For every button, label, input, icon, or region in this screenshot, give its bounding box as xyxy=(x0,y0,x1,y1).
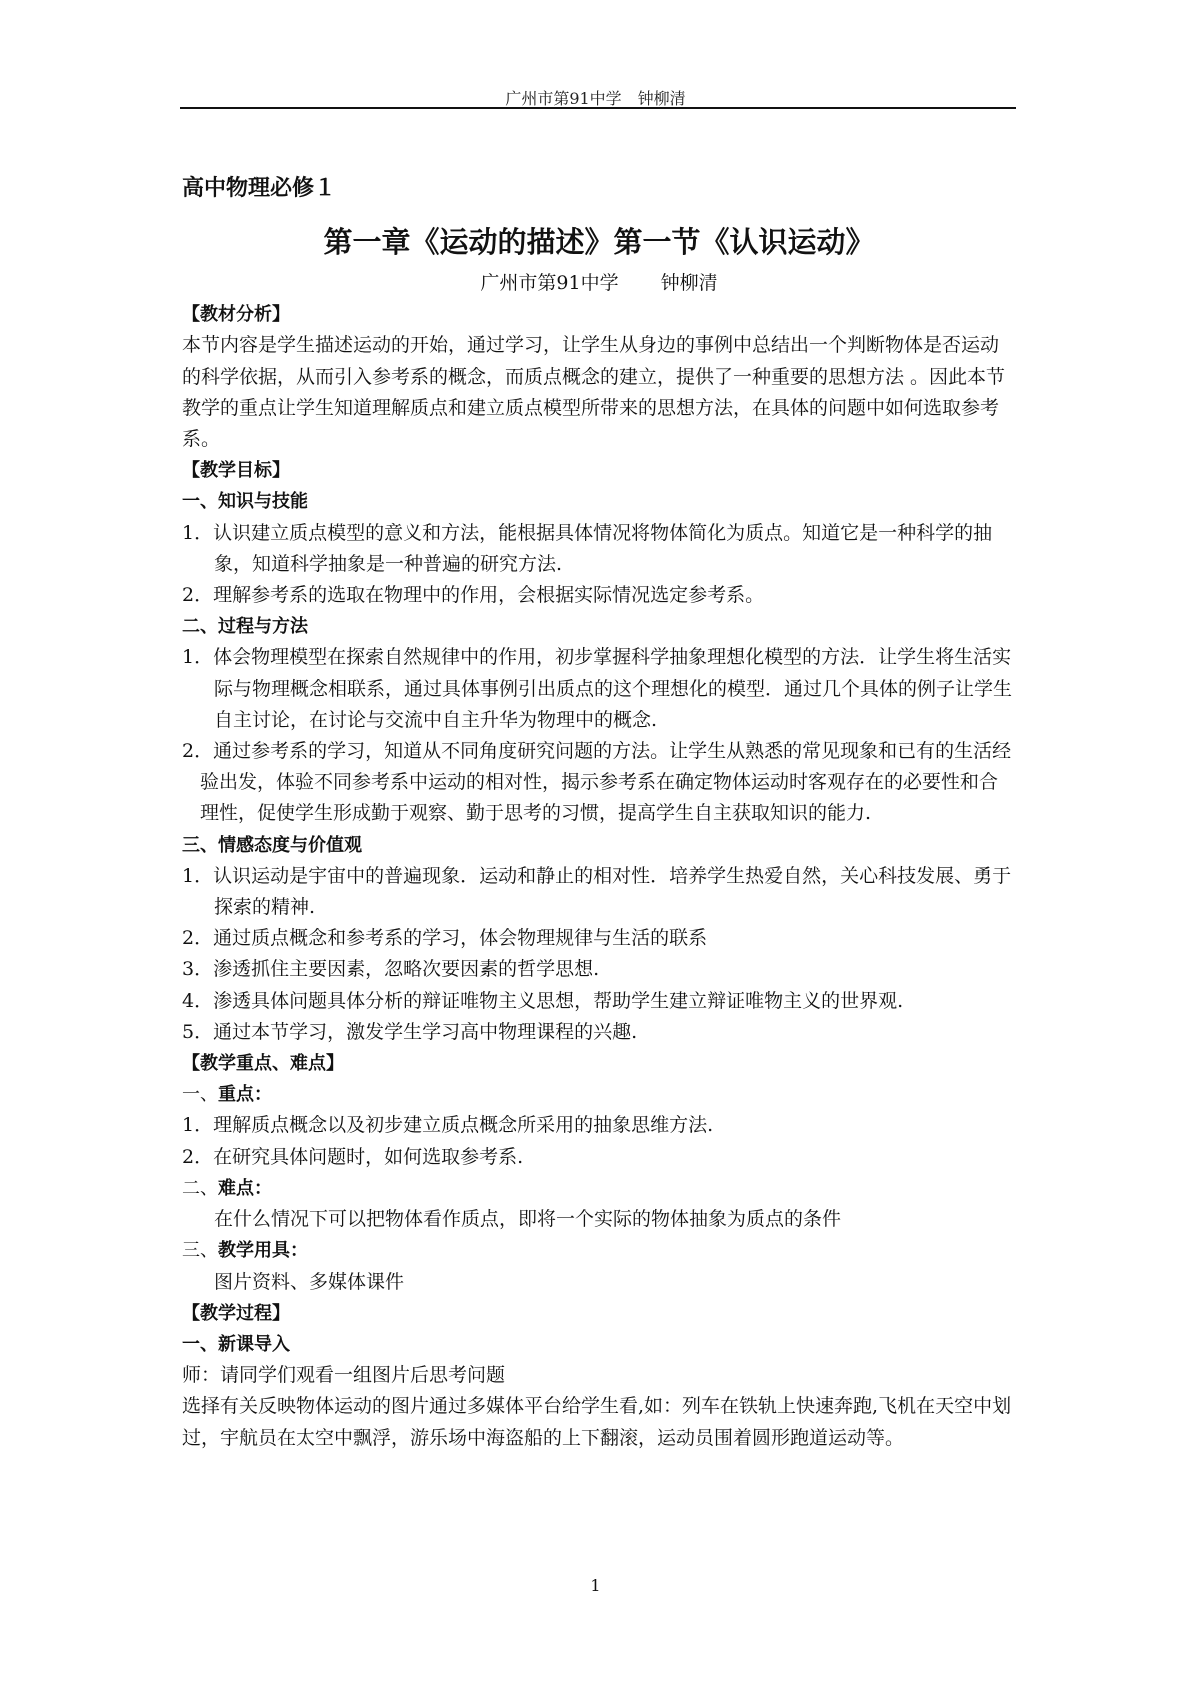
subheading-knowledge: 一、知识与技能 xyxy=(182,491,308,513)
subheading-number: 二、 xyxy=(182,1177,218,1199)
analysis-paragraph: 本节内容是学生描述运动的开始，通过学习，让学生从身边的事例中总结出一个判断物体是否运动的科学依据，从而引入参考系的概念，而质点概念的建立，提供了一种重要的思想方法 。因此本节教学的重点让学生知道理解质点和建立质点模型所带来的思想方法，在具体的问题中如何选取参考系。 xyxy=(182,334,1006,451)
difficulty-text: 在什么情况下可以把物体看作质点，即将一个实际的物体抽象为质点的条件 xyxy=(214,1208,842,1231)
list-item: 2．通过参考系的学习，知道从不同角度研究问题的方法。让学生从熟悉的常见现象和已有的生活经验出发，体验不同参考系中运动的相对性，揭示参考系在确定物体运动时客观存在的必要性和合理性，促使学生形成勤于观察、勤于思考的习惯，提高学生自主获取知识的能力. xyxy=(182,740,1012,825)
document-title: 第一章《运动的描述》第一节《认识运动》 xyxy=(323,225,875,259)
list-item: 1．体会物理模型在探索自然规律中的作用，初步掌握科学抽象理想化模型的方法．让学生将生活实际与物理概念相联系，通过具体事例引出质点的这个理想化的模型．通过几个具体的例子让学生自主讨论，在讨论与交流中自主升华为物理中的概念. xyxy=(182,646,1013,731)
section-heading-process: 【教学过程】 xyxy=(182,1302,290,1324)
teacher-line: 师：请同学们观看一组图片后思考问题 xyxy=(182,1364,506,1387)
page-number: 1 xyxy=(590,1576,601,1595)
list-item: 2．理解参考系的选取在物理中的作用，会根据实际情况选定参考系。 xyxy=(182,584,765,607)
list-item: 1．认识建立质点模型的意义和方法，能根据具体情况将物体简化为质点。知道它是一种科学的抽象，知道科学抽象是一种普遍的研究方法. xyxy=(182,521,993,575)
running-header: 广州市第91中学 钟柳清 xyxy=(505,89,686,108)
section-heading-analysis: 【教材分析】 xyxy=(182,304,290,326)
subheading-difficulty xyxy=(182,1173,1016,1204)
list-item: 2．在研究具体问题时，如何选取参考系. xyxy=(182,1145,524,1168)
book-title: 高中物理必修１ xyxy=(182,176,337,201)
list-item: 4．渗透具体问题具体分析的辩证唯物主义思想，帮助学生建立辩证唯物主义的世界观. xyxy=(182,989,904,1012)
subheading-label: 重点： xyxy=(218,1084,272,1106)
tools-text: 图片资料、多媒体课件 xyxy=(214,1270,405,1293)
subheading-process: 二、过程与方法 xyxy=(182,616,308,638)
subheading-emotion: 三、情感态度与价值观 xyxy=(182,834,362,856)
subheading-label: 教学用具： xyxy=(218,1240,308,1262)
subheading-focus xyxy=(182,1079,1016,1110)
header-rule xyxy=(180,107,1016,109)
intro-paragraph: 选择有关反映物体运动的图片通过多媒体平台给学生看,如：列车在铁轨上快速奔跑,飞机在天空中划过，宇航员在太空中飘浮，游乐场中海盗船的上下翻滚，运动员围着圆形跑道运动等。 xyxy=(182,1395,1012,1449)
subheading-number: 一、 xyxy=(182,1084,218,1106)
list-item: 3．渗透抓住主要因素，忽略次要因素的哲学思想. xyxy=(182,958,600,981)
section-heading-key-points: 【教学重点、难点】 xyxy=(182,1053,344,1075)
list-item: 1．认识运动是宇宙中的普遍现象．运动和静止的相对性．培养学生热爱自然，关心科技发展、勇于探索的精神. xyxy=(182,864,1012,919)
subheading-label: 难点： xyxy=(218,1177,272,1199)
list-item: 2．通过质点概念和参考系的学习，体会物理规律与生活的联系 xyxy=(182,927,708,950)
subheading-number: 三、 xyxy=(182,1240,218,1262)
subheading-tools xyxy=(182,1235,1016,1266)
page-content xyxy=(182,172,1016,1454)
list-item: 5．通过本节学习，激发学生学习高中物理课程的兴趣. xyxy=(182,1020,638,1043)
section-heading-goals: 【教学目标】 xyxy=(182,460,290,482)
subheading-intro: 一、新课导入 xyxy=(182,1333,290,1355)
list-item: 1．理解质点概念以及初步建立质点概念所采用的抽象思维方法. xyxy=(182,1114,714,1137)
byline: 广州市第91中学 钟柳清 xyxy=(480,272,718,294)
